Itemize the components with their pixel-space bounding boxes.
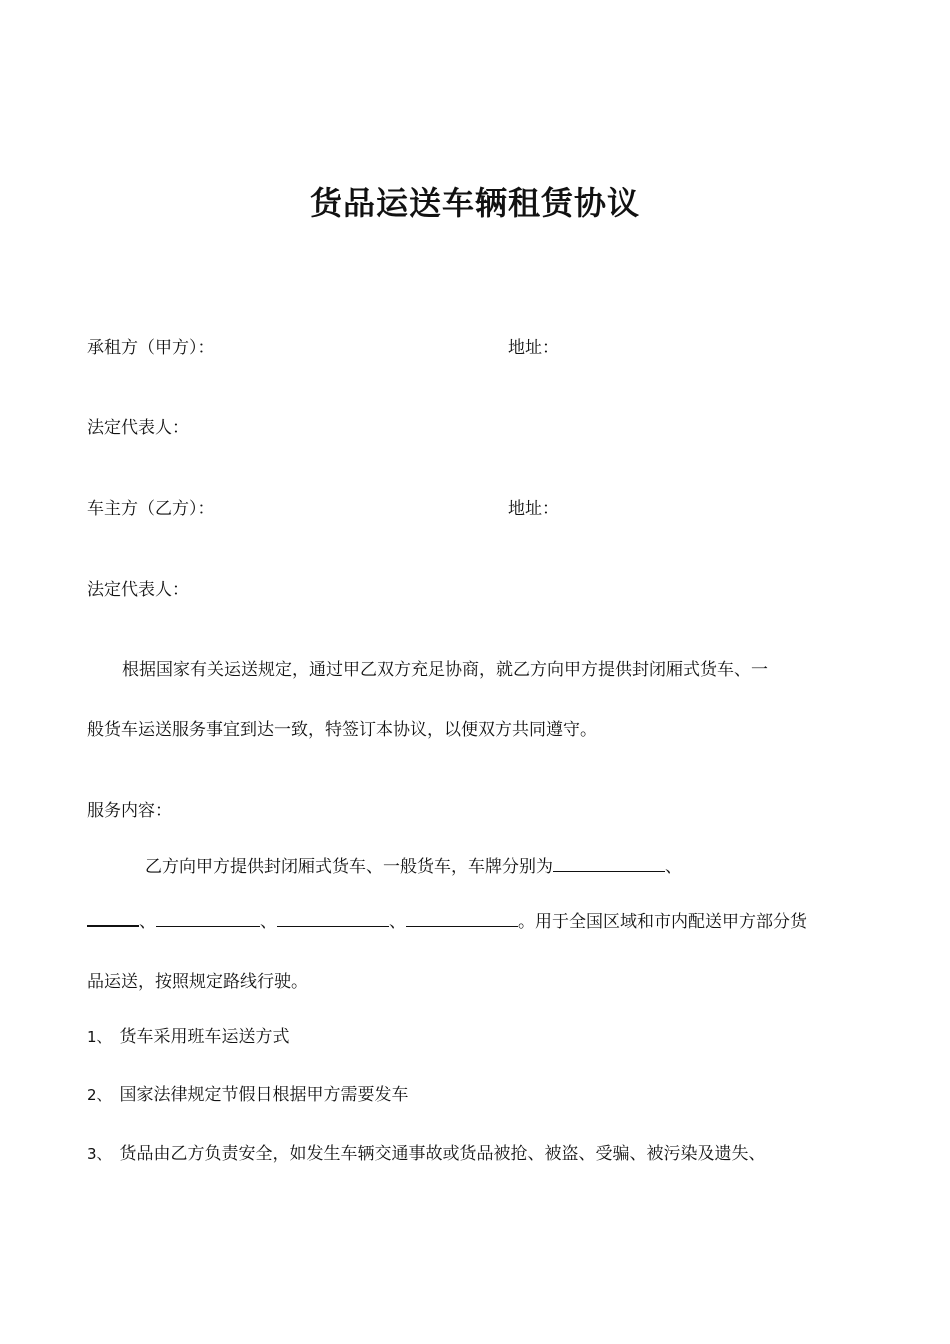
separator: 、 <box>665 857 682 877</box>
separator: 、 <box>139 912 156 932</box>
lessee-address-label: 地址： <box>508 338 559 358</box>
separator: 、 <box>260 912 277 932</box>
owner-representative-label: 法定代表人： <box>87 580 189 600</box>
list-item-number: 3、 <box>87 1145 112 1163</box>
preamble-line-2: 般货车运送服务事宜到达一致，特签订本协议，以便双方共同遵守。 <box>87 720 597 740</box>
service-line-1 <box>145 852 682 877</box>
service-line-3: 品运送，按照规定路线行驶。 <box>87 972 308 992</box>
lessee-representative-label: 法定代表人： <box>87 418 189 438</box>
plate-blank-5[interactable] <box>406 908 518 927</box>
lessee-label: 承租方（甲方）： <box>87 338 215 358</box>
list-item <box>87 1139 766 1164</box>
plate-blank-4[interactable] <box>277 908 389 927</box>
list-item-number: 1、 <box>87 1028 112 1046</box>
list-item-text: 国家法律规定节假日根据甲方需要发车 <box>119 1085 409 1105</box>
service-line-2-tail: 。用于全国区域和市内配送甲方部分货 <box>518 912 807 932</box>
list-item <box>87 1080 409 1105</box>
separator: 、 <box>389 912 406 932</box>
document-title: 货品运送车辆租赁协议 <box>309 184 640 222</box>
plate-blank-1[interactable] <box>553 853 665 872</box>
owner-label: 车主方（乙方）： <box>87 499 215 519</box>
owner-address-label: 地址： <box>508 499 559 519</box>
list-item-text: 货品由乙方负责安全，如发生车辆交通事故或货品被抢、被盗、受骗、被污染及遗失、 <box>119 1144 766 1164</box>
service-line-1-text: 乙方向甲方提供封闭厢式货车、一般货车，车牌分别为 <box>145 857 553 877</box>
plate-blank-3[interactable] <box>156 908 260 927</box>
service-heading: 服务内容： <box>87 801 172 821</box>
list-item-number: 2、 <box>87 1086 112 1104</box>
plate-blank-2[interactable] <box>87 907 139 927</box>
list-item <box>87 1022 290 1047</box>
service-line-2 <box>87 907 807 932</box>
list-item-text: 货车采用班车运送方式 <box>119 1027 290 1047</box>
preamble-line-1: 根据国家有关运送规定，通过甲乙双方充足协商，就乙方向甲方提供封闭厢式货车、一 <box>122 660 768 680</box>
